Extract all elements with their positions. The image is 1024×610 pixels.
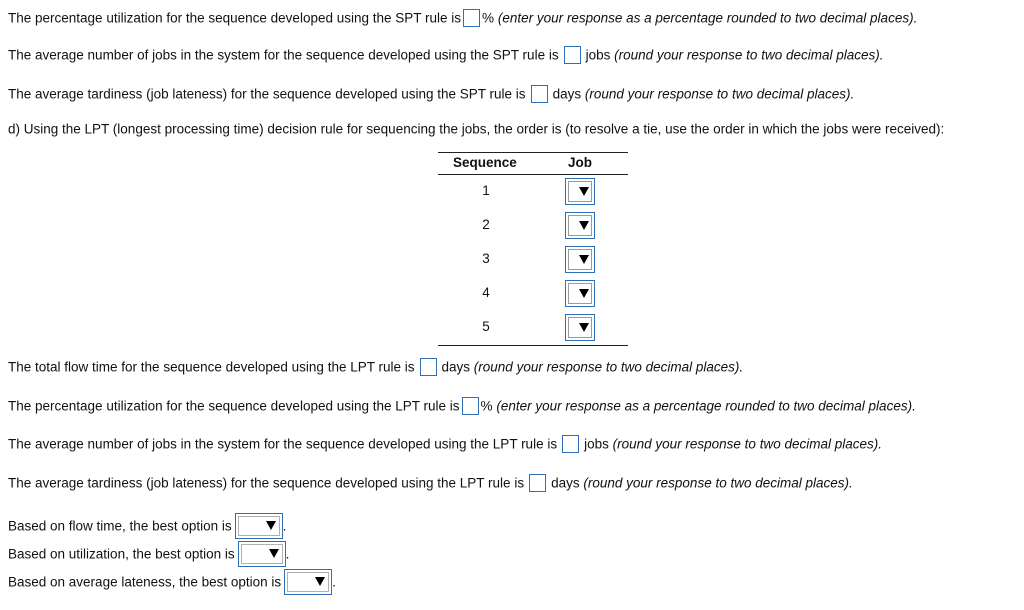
- lpt-utilization-input[interactable]: [462, 397, 479, 415]
- lpt-tardiness-label: The average tardiness (job lateness) for the sequence developed using the LPT rule is: [8, 475, 525, 491]
- best-utilization-select[interactable]: [238, 541, 286, 567]
- best-lateness-select[interactable]: [284, 569, 332, 595]
- best-lateness-line: [8, 568, 336, 596]
- best-utilization-label: Based on utilization, the best option is: [8, 546, 235, 562]
- spt-utilization-label: The percentage utilization for the sequence developed using the SPT rule is: [8, 10, 462, 26]
- spt-avg-jobs-unit: jobs: [585, 47, 611, 63]
- job-select-1[interactable]: [565, 178, 595, 205]
- spt-utilization-hint: (enter your response as a percentage rounded to two decimal places).: [497, 10, 918, 26]
- sequence-number: 4: [482, 285, 490, 300]
- lpt-flow-time-hint: (round your response to two decimal places).: [473, 359, 744, 375]
- sequence-number: 5: [482, 319, 490, 334]
- lpt-utilization-unit: %: [480, 398, 493, 414]
- spt-tardiness-label: The average tardiness (job lateness) for the sequence developed using the SPT rule is: [8, 86, 526, 102]
- period: .: [282, 518, 287, 534]
- spt-tardiness-line: [8, 84, 854, 104]
- job-column-header: Job: [568, 155, 593, 170]
- spt-utilization-unit: %: [482, 10, 495, 26]
- dropdown-arrow-icon: [579, 255, 589, 264]
- lpt-flow-time-unit: days: [441, 359, 471, 375]
- best-flow-time-select[interactable]: [235, 513, 283, 539]
- spt-avg-jobs-hint: (round your response to two decimal places).: [614, 47, 884, 63]
- table-row: [438, 243, 628, 277]
- period: .: [285, 546, 290, 562]
- dropdown-arrow-icon: [579, 187, 589, 196]
- spt-tardiness-hint: (round your response to two decimal places).: [584, 86, 855, 102]
- lpt-flow-time-input[interactable]: [420, 358, 437, 376]
- sequence-column-header: Sequence: [453, 155, 517, 170]
- job-select-5[interactable]: [565, 314, 595, 341]
- lpt-tardiness-unit: days: [551, 475, 580, 491]
- part-d-prompt: [8, 119, 944, 139]
- best-flow-time-line: [8, 512, 286, 540]
- spt-tardiness-input[interactable]: [531, 85, 548, 103]
- period: .: [332, 574, 336, 590]
- lpt-tardiness-line: [8, 473, 853, 493]
- job-select-3[interactable]: [565, 246, 595, 273]
- lpt-avg-jobs-hint: (round your response to two decimal places).: [612, 436, 882, 452]
- dropdown-arrow-icon: [315, 577, 325, 586]
- dropdown-arrow-icon: [266, 521, 276, 530]
- spt-avg-jobs-label: The average number of jobs in the system for the sequence developed using the SPT rule is: [8, 47, 559, 63]
- part-d-prompt-text: d) Using the LPT (longest processing time) decision rule for sequencing the jobs, the order is (to resolve a tie, use the order in which the jobs were received):: [8, 121, 945, 137]
- table-row: [438, 209, 628, 243]
- lpt-flow-time-label: The total flow time for the sequence developed using the LPT rule is: [8, 359, 415, 375]
- lpt-avg-jobs-input[interactable]: [562, 435, 579, 453]
- job-select-2[interactable]: [565, 212, 595, 239]
- spt-utilization-line: [8, 8, 917, 28]
- lpt-flow-time-line: [8, 357, 743, 377]
- spt-avg-jobs-line: [8, 45, 884, 65]
- table-row: [438, 311, 628, 345]
- lpt-tardiness-hint: (round your response to two decimal places).: [583, 475, 853, 491]
- lpt-avg-jobs-unit: jobs: [584, 436, 609, 452]
- lpt-tardiness-input[interactable]: [529, 474, 546, 492]
- sequence-number: 2: [482, 217, 490, 232]
- lpt-sequence-table: [438, 152, 628, 346]
- spt-avg-jobs-input[interactable]: [564, 46, 581, 64]
- best-flow-time-label: Based on flow time, the best option is: [8, 518, 232, 534]
- sequence-number: 1: [482, 183, 490, 198]
- spt-utilization-input[interactable]: [463, 9, 480, 27]
- lpt-utilization-line: [8, 396, 916, 416]
- table-row: [438, 277, 628, 311]
- lpt-utilization-hint: (enter your response as a percentage rounded to two decimal places).: [496, 398, 916, 414]
- lpt-avg-jobs-line: [8, 434, 882, 454]
- lpt-utilization-label: The percentage utilization for the sequence developed using the LPT rule is: [8, 398, 460, 414]
- job-select-4[interactable]: [565, 280, 595, 307]
- lpt-avg-jobs-label: The average number of jobs in the system for the sequence developed using the LPT rule is: [8, 436, 558, 452]
- best-lateness-label: Based on average lateness, the best option is: [8, 574, 282, 590]
- table-row: [438, 175, 628, 209]
- dropdown-arrow-icon: [579, 289, 589, 298]
- dropdown-arrow-icon: [269, 549, 279, 558]
- dropdown-arrow-icon: [579, 323, 589, 332]
- best-utilization-line: [8, 540, 289, 568]
- dropdown-arrow-icon: [579, 221, 589, 230]
- spt-tardiness-unit: days: [552, 86, 582, 102]
- table-header: [438, 153, 628, 175]
- sequence-number: 3: [482, 251, 490, 266]
